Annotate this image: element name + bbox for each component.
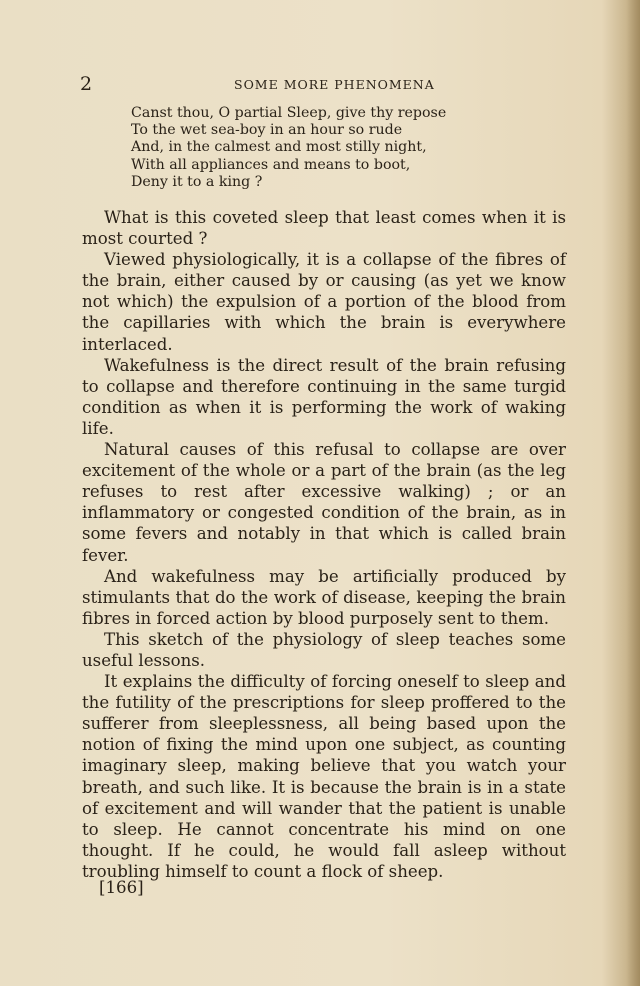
running-head: SOME MORE PHENOMENA [234, 77, 435, 92]
poem-line: Canst thou, O partial Sleep, give thy repose [131, 105, 447, 121]
poem-line: To the wet sea-boy in an hour so rude [131, 122, 403, 139]
paragraph: It explains the difficulty of forcing oneself to sleep and the futility of the prescriptions for sleep proffered to the sufferer from sleeplessness, all being based upon the notion of fixing the mind upon one subject, as counting imaginary sleep, making believe that you watch your breath, and such like. It is because the brain is in a state of excitement and will wander that the patient is unable to sleep. He cannot concentrate his mind on one thought. If he could, he would fall asleep without troubling himself to count a flock of sheep. [82, 672, 566, 881]
paragraph: Viewed physiologically, it is a collapse of the fibres of the brain, either caused by or causing (as yet we know not which) the expulsion of a portion of the blood from the capillaries with which the brain is everywhere interlaced. [82, 250, 566, 354]
poem-quotation [131, 105, 531, 191]
body-text [82, 207, 566, 882]
poem-line: Deny it to a king ? [131, 173, 263, 190]
poem-line: With all appliances and means to boot, [131, 156, 411, 173]
folio-number: [166] [99, 878, 144, 897]
poem-line: And, in the calmest and most stilly night, [131, 139, 427, 156]
paragraph: And wakefulness may be artificially produced by stimulants that do the work of disease, keeping the brain fibres in forced action by blood purposely sent to them. [82, 566, 566, 628]
paragraph: This sketch of the physiology of sleep teaches some useful lessons. [82, 629, 566, 670]
paragraph: What is this coveted sleep that least comes when it is most courted ? [82, 208, 566, 249]
page-edge-shadow [626, 0, 640, 986]
page-number: 2 [80, 73, 93, 95]
paragraph: Wakefulness is the direct result of the brain refusing to collapse and therefore continuing in the same turgid condition as when it is performing the work of waking life. [82, 355, 566, 438]
paragraph: Natural causes of this refusal to collapse are over excitement of the whole or a part of the brain (as the leg refuses to rest after excessive walking) ; or an inflammatory or congested condition of the brain, as in some fevers and notably in that which is called brain fever. [82, 440, 566, 565]
